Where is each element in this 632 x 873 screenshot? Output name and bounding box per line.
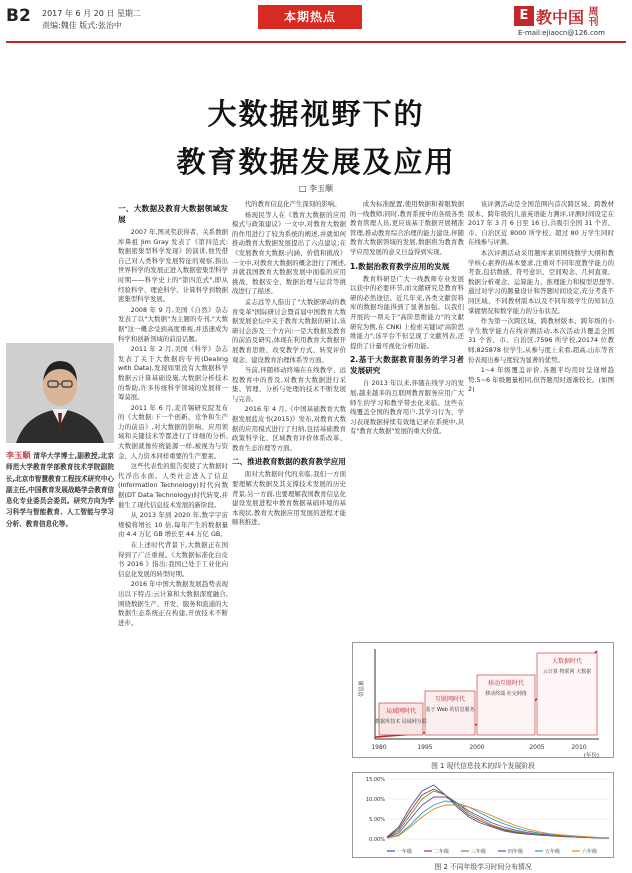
section-heading: 二、推进教育数据的教育教学应用 xyxy=(232,457,346,467)
header-divider xyxy=(6,41,626,43)
phase-desc: 云计算 物联网 大数据 xyxy=(542,669,592,675)
paragraph: 面对大数据时代的来临,我们一方面要理解大数据及其支撑技术发展的历史背景,另一方面,也要理解我国教育信息化建设发展进程中教育数据基础环境的基本现状,教育大数据应用发展的进程才能顺利推进。 xyxy=(232,470,346,527)
year-tick: 1995 xyxy=(417,744,433,751)
author-bio xyxy=(6,450,114,530)
year-tick: 1980 xyxy=(371,744,387,751)
phase-name: 局域网时代 xyxy=(385,708,417,715)
paragraph: 当前,伴随移动终端在在线教学、远程教育中的普及,对教育大数据进行采集、管理、分析与处理的技术不断发展与完善。 xyxy=(232,366,346,403)
author-name: 李玉顺 xyxy=(6,451,31,460)
paragraph: 2011 年 2 月,美国《科学》杂志发表了关于大数据的专刊(Dealing with Data),发现如果没有大数据科学数据云计算基础设施,大数据分析技术的帮助,许多传统科学领域的发展将一筹莫展。 xyxy=(118,345,228,402)
paragraph: 该评测活动是全国范围内首次跨区域、跨教材版本、跨年级的儿童英语能力测评,评测时间设定在 2017 年 3 月 6 日至 16 日,共吸引全国 31 个省、市、自治区近 8000 所学校、超过 80 万学生同时在线参与评测。 xyxy=(468,200,614,247)
phase-name: 大数据时代 xyxy=(551,658,583,665)
article-column-2 xyxy=(232,200,346,865)
phase-desc: 数据库技术 局域网互联 xyxy=(375,719,427,725)
x-axis-label: (年份) xyxy=(583,753,599,759)
phase-name: 移动互联时代 xyxy=(487,680,525,687)
paragraph: 成为标准配置,使用数据和着眼数据的一线教师;同时,教育系统中的各级各类教育管理人员,更应该基于数据开展精准管理,推动教育综合治理的能力建设,伴随教育大数据领域的发展,数据将为教育教学应用发展的意义日益得到实现。 xyxy=(350,200,464,256)
section-heading: 一、大数据及教育大数据领域发展 xyxy=(118,204,228,224)
paragraph: 作为第一次跨区域、跨教材版本、跨年级的小学生数学能力在线评测活动,本次活动共覆盖全国 31 个省、市、自治区,7596 所学校,20174 位教师,825878 位学生,从参与度上来看,超高,山东等省份表现出参与度较为显著的优势。 xyxy=(468,317,614,364)
paragraph: 2016 年中国大数据发展趋势表现出以下特点:云计算和大数据深度融合,围绕数据生产、开发、服务和流通的大数据生态系统正在构建,开放技术不断进步。 xyxy=(118,580,228,627)
figure-1-caption: 图 1 现代信息技术的四个发展阶段 xyxy=(431,762,535,770)
paragraph: 2011 年 6 月,麦肯锡研究院发布的《大数据:下一个创新、竞争和生产力的前沿》,对大数据的影响、应用领域和关键技术等都进行了详细的分析,大数据就像传统能源一样,被视为与资金、人力资本同样重要的生产要素。 xyxy=(118,403,228,460)
article-column-3 xyxy=(350,200,464,638)
y-tick-label: 5.00% xyxy=(369,817,385,823)
author-photo xyxy=(6,343,114,443)
article-title-line2: 教育数据发展及应用 xyxy=(176,145,456,179)
year-tick: 2010 xyxy=(571,744,587,751)
legend-label: 五年级 xyxy=(545,849,561,855)
figure-1-timeline xyxy=(352,642,614,758)
legend-label: 四年级 xyxy=(508,849,524,855)
y-axis-label: 信息量 xyxy=(359,680,365,697)
newspaper-logo xyxy=(514,4,596,28)
paragraph: 2016 年 4 月,《中国基础教育大数据发展蓝皮书(2015)》发布,对教育大数据的应用模式进行了归纳,包括基础教育政策科学化、区域教育评价体系改革、教育生态治理等方面。 xyxy=(232,405,346,452)
author-portrait-icon xyxy=(6,343,114,443)
legend-label: 一年级 xyxy=(397,849,413,855)
legend-label: 二年级 xyxy=(434,849,450,855)
paragraph: 本次评测活动采用题库素质围绕数学大纲和教学核心素养的基本要求,注重对不同年度教学能力的考查,包括数感、符号意识、空间观念、几何直观、数据分析观念、运算能力、推理能力和模型思想等,通过对学习的题量设计和答题时间设定,充分考查不同区域、不同教材版本以及不同年级学生的知识点掌握情况和数学能力的分布状况。 xyxy=(468,248,614,315)
year-tick: 2005 xyxy=(529,744,545,751)
paragraph: 在上述时代背景下,大数据正在国得到了广泛重视。《大数据标准化白皮书 2016 》指出:我国已处于工业化向信息化发展的转型时期。 xyxy=(118,541,228,578)
section-banner: 本期热点 xyxy=(258,5,362,29)
article-title-line1: 大数据视野下的 xyxy=(207,97,425,131)
phase-name: 互联网时代 xyxy=(434,696,466,703)
paragraph: 2008 年 9 月,美国《自然》杂志发表了以"大数据"为主题的专刊,"大数据"这一概念受到高度重视,并迅速成为科学和创新领域的前沿话题。 xyxy=(118,305,228,343)
paragraph: 孟志远等人指出了"大数据驱动的教育变革"国际研讨会暨首届中国教育大数据发展论坛中关于教育大数据的研讨,该研讨会涉及三个方向:一是大数据及教育的前沿及研究,体现在利用教育大数据开展教育思维、改变教学方式、转变评价观念、建设教育治理体系等方面。 xyxy=(232,297,346,364)
phase-desc: 移动终端 社交网络 xyxy=(485,691,527,697)
contact-email: E-mail:ejiaocn@126.com xyxy=(518,29,605,37)
author-bio-text: 清华大学博士,副教授,北京师范大学教育学部教育技术学院副院长,北京市智慧教育工程技术研究中心副主任,中国教育发展战略学会教育信息化专业委员会委员。研究方向为学习科学与智能教育、人工智能与学习分析、教育信息化等。 xyxy=(6,452,115,528)
series-line-1 xyxy=(387,785,609,838)
article-column-4 xyxy=(468,200,614,650)
figure-2-caption: 图 2 不同年级学习时间分布情况 xyxy=(434,863,532,871)
paragraph: 代的教育信息化产生深刻的影响。 xyxy=(244,200,341,208)
y-tick-label: 0.00% xyxy=(369,837,385,843)
series-line-4 xyxy=(387,797,609,838)
subsection-heading: 2.基于大数据教育服务的学习者发展研究 xyxy=(350,355,464,376)
legend-label: 六年级 xyxy=(582,849,598,855)
timeline-diagram xyxy=(353,643,615,759)
legend-label: 三年级 xyxy=(471,849,487,855)
phase-desc: 基于 Web 的信息服务 xyxy=(425,707,475,713)
figure-2-chart xyxy=(352,772,614,858)
logo-tag: 周刊 xyxy=(586,6,598,26)
paragraph: 杨现民等人在《教育大数据的应用模式与政策建议》一文中,对教育大数据的作用进行了较为系统的阐述,并就如何推动教育大数据发展提出了六点建议;在《发展教育大数据:内涵、价值和挑战》一文中,对教育大数据的概念进行了阐述,并就我国教育大数据发展中面临的应用挑战、数据安全、数据治理与运营等挑战进行了描述。 xyxy=(232,210,346,296)
logo-text: 教中国 xyxy=(536,7,585,27)
y-tick-label: 10.00% xyxy=(365,797,385,803)
series-line-2 xyxy=(387,789,609,838)
paragraph: 1~4 年级覆盖评价,各题平均用时呈递增趋势,5~6 年级题量相同,但答题用时逐渐较长。(如图 2) xyxy=(468,366,614,394)
subsection-heading: 1.数据治教育教学应用的发展 xyxy=(350,261,450,271)
paragraph: 教育科研是广大一线教师专业发展以获中的必要环节,而文献研究是教育科研的必然途径。近几年来,各类文献资料库的数据均能得到了显著加强。以我们开展的一项关于"高阶思维能力"的文献研究为例,在 CNKI 上检索关键词"高阶思维能力",该平台不但呈现了文献列表,还提供了计量可视化分析功能。 xyxy=(350,274,464,350)
paragraph: 2007 年,图灵奖获得者、关系数据库鼻祖 Jim Gray 发表了《第四范式:数据密集型科学发现》的演讲,他凭借自己对人类科学发展特征的观察,指出世界科学的发展正进入数据密集型科学时期——科学史上的"第四范式",即从经验科学、理论科学、计算科学到数据密集型科学发展。 xyxy=(118,228,228,304)
year-tick: 2000 xyxy=(469,744,485,751)
paragraph: 从 2013 年到 2020 年,数字宇宙规模将增长 10 倍,每年产生的数据量由 4.4 万亿 GB 增长至 44 万亿 GB。 xyxy=(118,511,228,539)
page-number: B2 xyxy=(6,6,31,26)
paragraph: 自 2013 年以来,伴随在线学习的发展,越来越多的互联网教育服务应用广大师生的学习和教学带去化来临。这些在线覆盖全国的教育用户,其学习行为、学习表现数据持续有效地记录在系统中,具有"教育大数据"发展的重大价值。 xyxy=(350,379,464,436)
logo-e-icon: E xyxy=(514,6,534,26)
editor-credits: 责编:魏佳 版式:张治中 xyxy=(42,21,122,30)
grade-time-line-chart xyxy=(353,773,615,859)
y-tick-label: 15.00% xyxy=(365,777,385,783)
issue-date: 2017 年 6 月 20 日 星期二 xyxy=(42,9,141,18)
paragraph: 这些代表性的报告促使了大数据时代浮出水面。人类社会进入了信息(Information Technology)时代向数据(DT Data Technology)时代转变,并催生了现代信息技术发展的新阶段。 xyxy=(118,462,228,509)
article-column-1 xyxy=(118,200,228,865)
article-byline: □ 李玉顺 xyxy=(298,184,334,193)
